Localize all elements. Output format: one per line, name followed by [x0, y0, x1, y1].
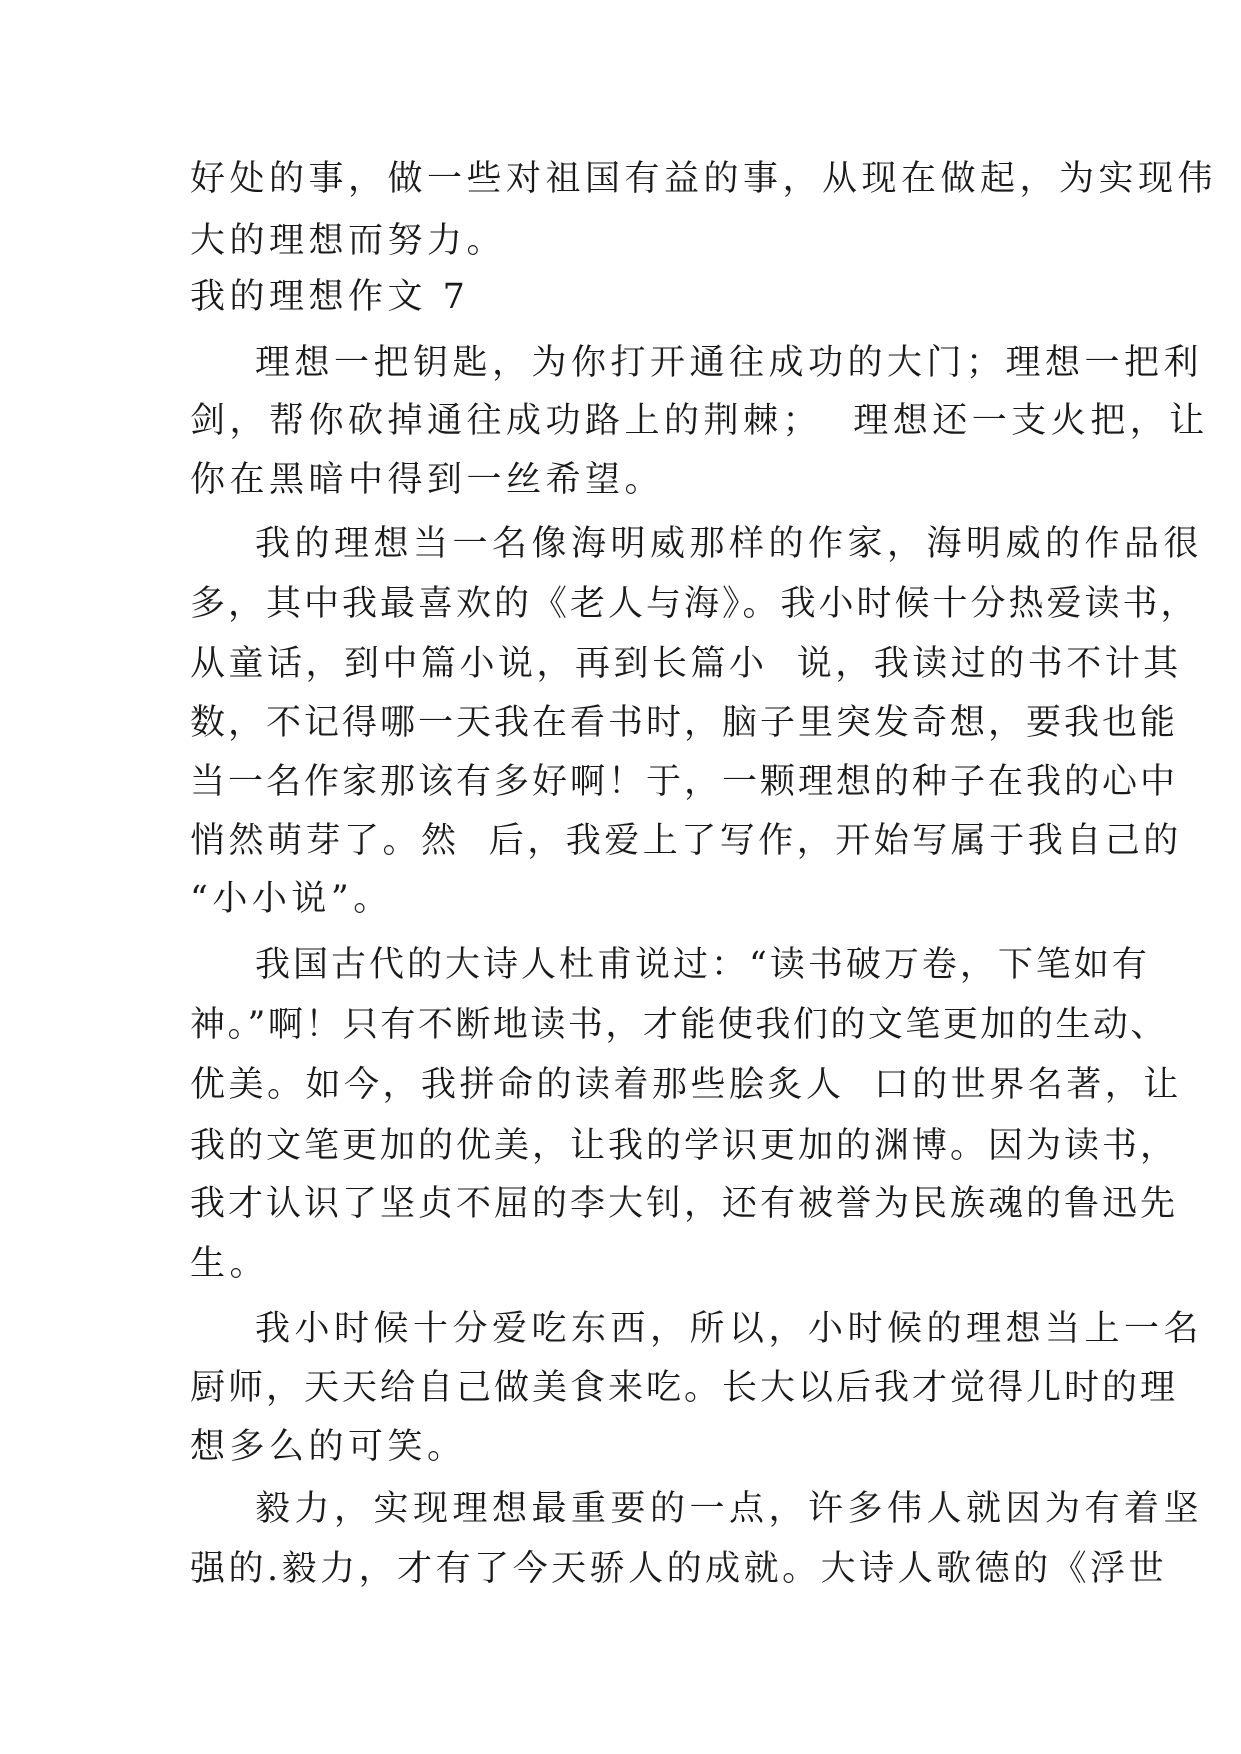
text-line [0, 870, 1241, 928]
line-text: 生。 [190, 1244, 270, 1284]
text-line [0, 1480, 1241, 1538]
line-text: 我的文笔更加的优美，让我的学识更加的渊博。因为读书， [190, 1126, 1179, 1166]
line-text: 优美。如今，我拼命的读着那些脍炙人 口的世界名著，让 [190, 1065, 1182, 1105]
text-line [0, 1175, 1241, 1233]
line-text: 好处的事，做一些对祖国有益的事，从现在做起，为实现伟 [190, 159, 1218, 199]
text-line [0, 812, 1241, 870]
text-line [0, 575, 1241, 633]
line-text: 剑，帮你砍掉通往成功路上的荆棘； 理想还一支火把，让 [190, 401, 1209, 441]
line-text: “小小说”。 [190, 879, 393, 919]
text-line [0, 1235, 1241, 1293]
text-line [0, 1418, 1241, 1476]
line-text: 你在黑暗中得到一丝希望。 [190, 460, 665, 500]
line-text: 想多么的可笑。 [190, 1427, 467, 1467]
text-line [0, 392, 1241, 450]
line-text: 毅力，实现理想最重要的一点，许多伟人就因为有着坚 [255, 1489, 1204, 1529]
text-line [0, 996, 1241, 1054]
text-line [0, 1056, 1241, 1114]
line-text: 神。”啊！只有不断地读书，才能使我们的文笔更加的生动、 [190, 1005, 1168, 1045]
line-text: 理想一把钥匙，为你打开通往成功的大门；理想一把利 [255, 343, 1204, 383]
text-line [0, 1359, 1241, 1417]
line-text: 悄然萌芽了。然 后，我爱上了写作，开始写属于我自己的 [190, 821, 1182, 861]
text-line [0, 451, 1241, 509]
text-line [0, 1300, 1241, 1358]
line-text: 强的.毅力，才有了今天骄人的成就。大诗人歌德的《浮世 [190, 1549, 1168, 1589]
line-text: 我小时候十分爱吃东西，所以，小时候的理想当上一名 [255, 1309, 1204, 1349]
heading-text: 我的理想作文 7 [190, 277, 470, 317]
text-line [0, 936, 1241, 994]
text-line [0, 1117, 1241, 1175]
text-line [0, 515, 1241, 573]
text-line [0, 1540, 1241, 1598]
text-line [0, 150, 1241, 208]
line-text: 我才认识了坚贞不屈的李大钊，还有被誉为民族魂的鲁迅先 [190, 1184, 1179, 1224]
line-text: 数，不记得哪一天我在看书时，脑子里突发奇想，要我也能 [190, 703, 1179, 743]
text-line [0, 753, 1241, 811]
line-text: 大的理想而努力。 [190, 221, 507, 261]
text-line [0, 334, 1241, 392]
section-heading [0, 268, 1241, 326]
text-line [0, 694, 1241, 752]
text-line [0, 212, 1241, 270]
line-text: 我的理想当一名像海明威那样的作家，海明威的作品很 [255, 524, 1204, 564]
line-text: 我国古代的大诗人杜甫说过：“读书破万卷，下笔如有 [255, 945, 1150, 985]
text-line [0, 635, 1241, 693]
line-text: 厨师，天天给自己做美食来吃。长大以后我才觉得儿时的理 [190, 1368, 1179, 1408]
line-text: 当一名作家那该有多好啊！于，一颗理想的种子在我的心中 [190, 762, 1179, 802]
line-text: 从童话，到中篇小说，再到长篇小 说，我读过的书不计其 [190, 644, 1182, 684]
line-text: 多，其中我最喜欢的《老人与海》。我小时候十分热爱读书， [190, 584, 1199, 624]
